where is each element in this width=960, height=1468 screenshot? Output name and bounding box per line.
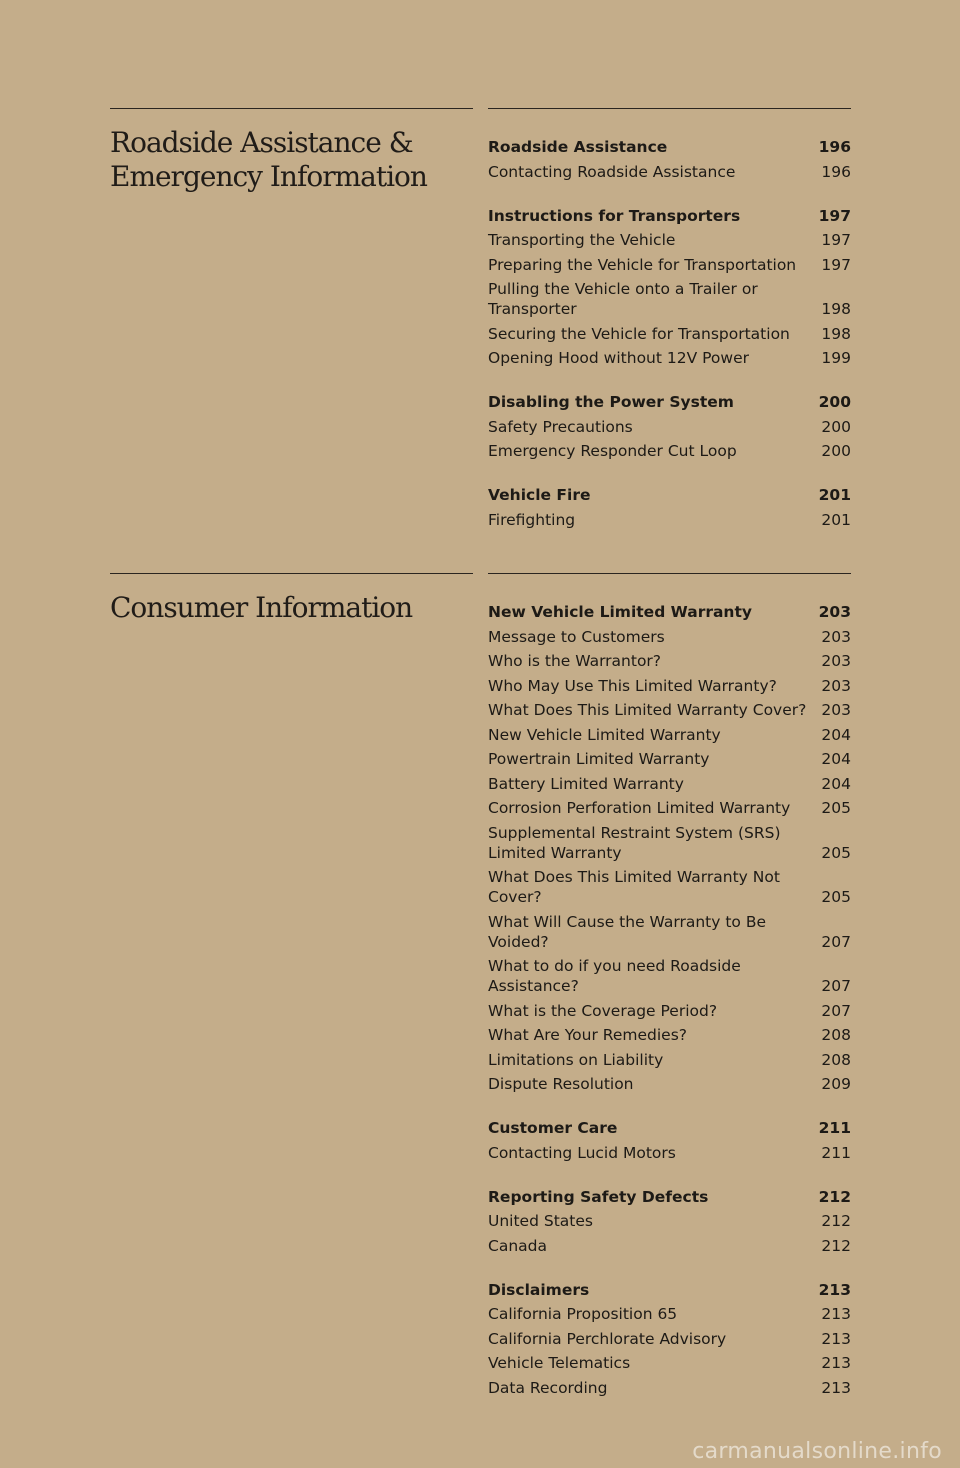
toc-entry-title: Canada [488,1236,547,1255]
toc-page-number: 197 [821,255,851,274]
toc-entry[interactable] [488,348,851,368]
toc-group-heading[interactable] [488,1280,851,1300]
toc-group [488,1187,851,1256]
toc-entry[interactable] [488,700,851,720]
toc-page-number: 212 [818,1187,851,1206]
toc-page-number: 205 [821,799,851,817]
toc-heading-title: Instructions for Transporters [488,206,741,225]
toc-entry[interactable] [488,867,851,907]
toc-entry[interactable] [488,627,851,647]
toc-entry-title: Securing the Vehicle for Transportation [488,324,790,343]
toc-page-number: 196 [818,138,851,156]
toc-entry[interactable] [488,651,851,671]
toc-entry[interactable] [488,1378,851,1398]
toc-entry-title: Emergency Responder Cut Loop [488,442,737,460]
toc-entry-title: What is the Coverage Period? [488,1001,718,1020]
toc-entry-title: New Vehicle Limited Warranty [488,725,721,744]
table-of-contents [488,602,851,1422]
toc-entry-title: What to do if you need Roadside Assistance? [488,957,741,995]
toc-entry[interactable] [488,798,851,818]
toc-entry[interactable] [488,510,851,530]
table-of-contents [488,137,851,554]
toc-page-number: 208 [821,1050,851,1069]
toc-entry-title: California Proposition 65 [488,1305,678,1323]
toc-group-heading[interactable] [488,137,851,157]
toc-group-heading[interactable] [488,485,851,505]
toc-group [488,485,851,530]
toc-group-heading[interactable] [488,1187,851,1207]
toc-entry[interactable] [488,1001,851,1021]
toc-entry[interactable] [488,1211,851,1231]
section-divider-left [110,108,473,109]
watermark: carmanualsonline.info [692,1439,942,1464]
toc-page-number: 207 [821,932,851,951]
toc-heading-title: Reporting Safety Defects [488,1187,709,1206]
toc-entry[interactable] [488,255,851,275]
toc-entry[interactable] [488,774,851,794]
toc-group-heading[interactable] [488,602,851,622]
toc-entry-title: Vehicle Telematics [488,1354,631,1372]
toc-page-number: 200 [818,393,851,411]
toc-entry[interactable] [488,1329,851,1349]
toc-entry-title: California Perchlorate Advisory [488,1329,727,1348]
section-heading [110,591,470,625]
toc-page-number: 196 [821,162,851,181]
toc-entry-title: Firefighting [488,510,576,529]
toc-page-number: 203 [821,652,851,670]
toc-page-number: 197 [821,231,851,249]
toc-page-number: 200 [821,442,851,460]
section-divider-right [488,108,851,109]
toc-group-heading[interactable] [488,206,851,226]
toc-page-number: 213 [821,1305,851,1323]
toc-group [488,1280,851,1398]
toc-heading-title: Disabling the Power System [488,393,734,411]
toc-entry-title: Corrosion Perforation Limited Warranty [488,799,791,817]
toc-group [488,602,851,1094]
toc-entry[interactable] [488,1353,851,1373]
toc-entry[interactable] [488,324,851,344]
toc-entry[interactable] [488,230,851,250]
toc-page-number: 203 [818,603,851,621]
toc-entry-title: What Are Your Remedies? [488,1026,687,1044]
toc-entry[interactable] [488,1074,851,1094]
toc-page-number: 213 [821,1354,851,1372]
section-heading-line: Roadside Assistance & [110,126,413,159]
toc-entry-title: What Does This Limited Warranty Not Cover? [488,868,780,906]
toc-page-number: 199 [821,349,851,367]
toc-group [488,392,851,461]
toc-page-number: 200 [821,417,851,436]
section-heading-line: Emergency Information [110,160,427,193]
toc-entry-title: Powertrain Limited Warranty [488,750,710,768]
toc-entry-title: Pulling the Vehicle onto a Trailer or Transporter [488,280,758,318]
toc-page-number: 211 [818,1119,851,1137]
toc-entry-title: United States [488,1212,593,1230]
toc-entry[interactable] [488,823,851,863]
toc-page-number: 198 [821,324,851,343]
toc-entry[interactable] [488,1025,851,1045]
toc-page-number: 208 [821,1026,851,1044]
toc-entry[interactable] [488,912,851,952]
toc-entry-title: Who May Use This Limited Warranty? [488,676,777,695]
toc-entry[interactable] [488,749,851,769]
toc-page-number: 201 [821,510,851,529]
toc-page-number: 204 [821,725,851,744]
toc-entry-title: Opening Hood without 12V Power [488,349,749,367]
toc-group-heading[interactable] [488,392,851,412]
toc-entry-title: Who is the Warrantor? [488,652,662,670]
section-divider-left [110,573,473,574]
toc-heading-title: Roadside Assistance [488,138,668,156]
toc-heading-title: Vehicle Fire [488,486,591,504]
toc-entry[interactable] [488,1236,851,1256]
toc-entry-title: Limitations on Liability [488,1050,664,1069]
toc-entry-title: What Will Cause the Warranty to Be Voided? [488,912,766,951]
toc-page-number: 204 [821,774,851,793]
toc-page-number: 203 [821,676,851,695]
toc-entry[interactable] [488,1050,851,1070]
toc-entry-title: Data Recording [488,1378,608,1397]
toc-entry[interactable] [488,279,851,319]
toc-page-number: 209 [821,1075,851,1093]
toc-page-number: 207 [821,977,851,995]
toc-page-number: 205 [821,843,851,862]
toc-entry-title: Safety Precautions [488,417,633,436]
toc-entry-title: Transporting the Vehicle [488,231,676,249]
toc-page-number: 205 [821,888,851,906]
toc-page-number: 213 [821,1378,851,1397]
toc-page-number: 212 [821,1212,851,1230]
toc-entry-title: Dispute Resolution [488,1075,634,1093]
toc-page-number: 213 [818,1280,851,1299]
toc-entry-title: Message to Customers [488,627,665,646]
toc-entry-title: Battery Limited Warranty [488,774,684,793]
toc-heading-title: New Vehicle Limited Warranty [488,603,752,621]
toc-page-number: 212 [821,1236,851,1255]
toc-entry[interactable] [488,725,851,745]
toc-entry[interactable] [488,676,851,696]
toc-heading-title: Disclaimers [488,1280,590,1299]
toc-entry-title: Supplemental Restraint System (SRS) Limited Warranty [488,823,781,862]
section-heading [110,126,470,194]
toc-page-number: 197 [818,206,851,225]
toc-group [488,1118,851,1163]
section-heading-line: Consumer Information [110,591,413,624]
toc-entry[interactable] [488,1304,851,1324]
toc-page-number: 201 [818,486,851,504]
section-divider-right [488,573,851,574]
toc-entry-title: What Does This Limited Warranty Cover? [488,701,807,719]
toc-entry[interactable] [488,441,851,461]
toc-page-number: 198 [821,300,851,318]
toc-group [488,206,851,369]
toc-page-number: 213 [821,1329,851,1348]
toc-page-number: 207 [821,1001,851,1020]
toc-page-number: 211 [821,1143,851,1162]
toc-entry[interactable] [488,417,851,437]
toc-entry[interactable] [488,1143,851,1163]
toc-page-number: 204 [821,750,851,768]
toc-entry[interactable] [488,162,851,182]
toc-entry-title: Contacting Lucid Motors [488,1143,676,1162]
toc-heading-title: Customer Care [488,1119,618,1137]
toc-page-number: 203 [821,627,851,646]
toc-group-heading[interactable] [488,1118,851,1138]
toc-entry-title: Contacting Roadside Assistance [488,162,736,181]
toc-page-number: 203 [821,701,851,719]
toc-entry[interactable] [488,956,851,996]
toc-entry-title: Preparing the Vehicle for Transportation [488,255,797,274]
toc-group [488,137,851,182]
